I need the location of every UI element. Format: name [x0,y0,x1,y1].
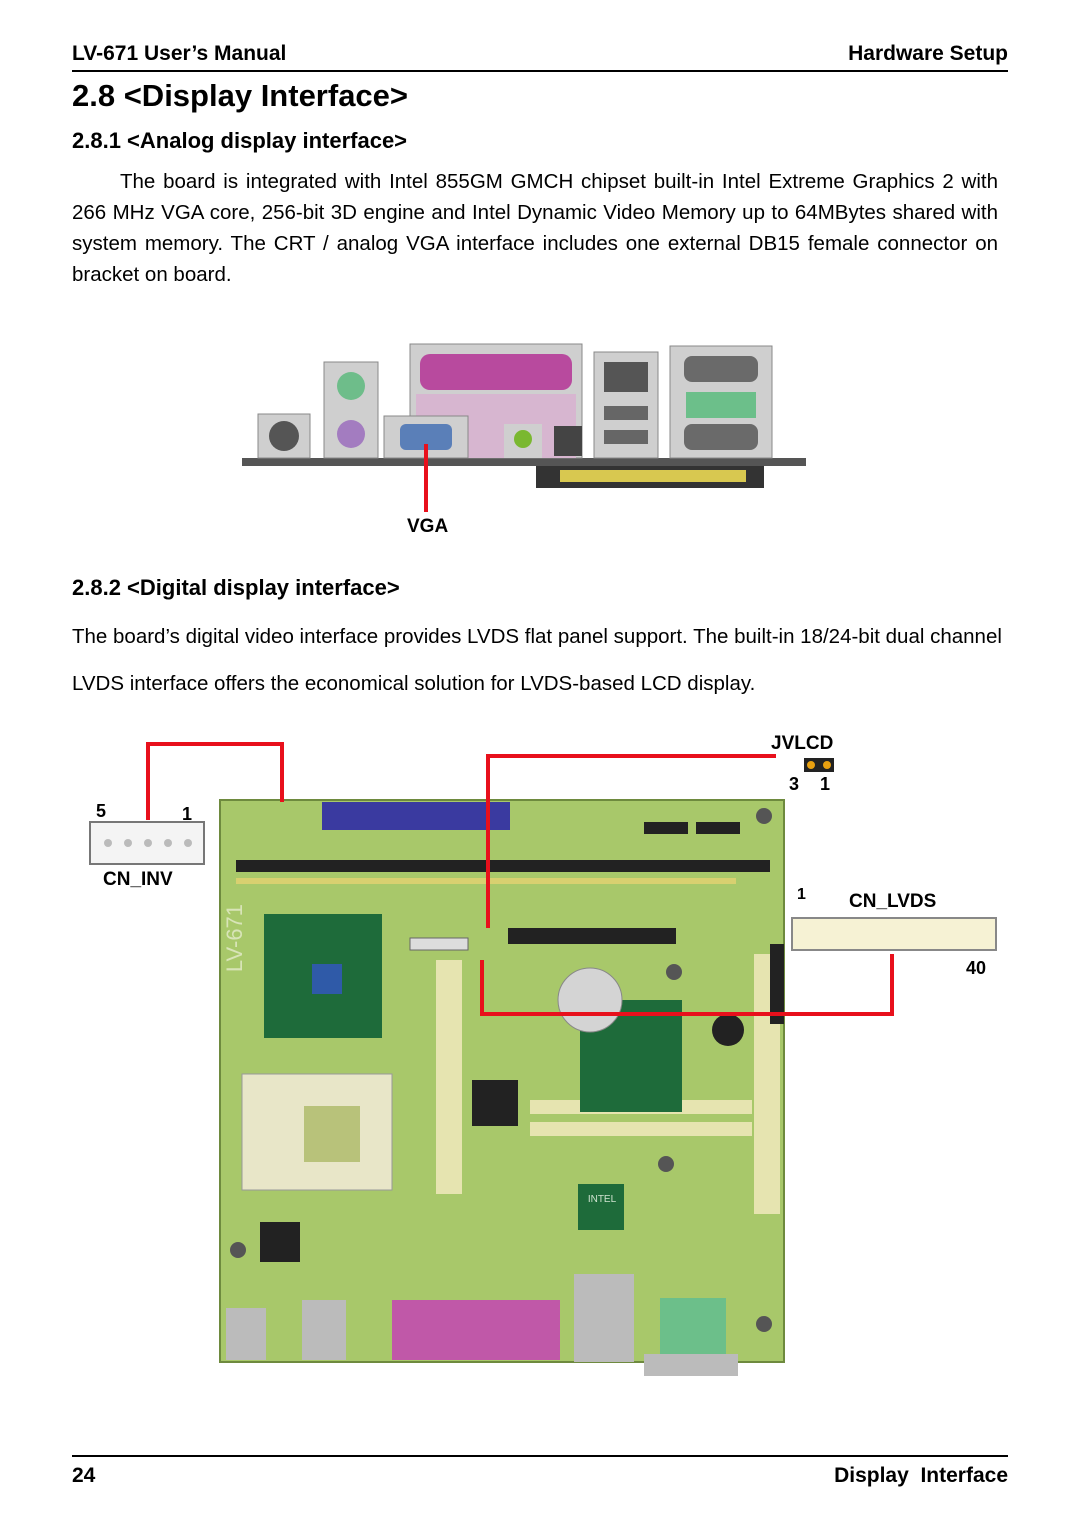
chip-marking: INTEL [587,1194,617,1205]
motherboard-figure [86,728,1002,1380]
manual-title: LV-671 User’s Manual [72,42,287,65]
page-header [72,38,1008,72]
cn-inv-label: CN_INV [103,869,173,890]
cn-lvds-pin-40: 40 [966,958,987,978]
board-marking: LV-671 [222,903,247,973]
footer-section: Display Interface [834,1464,1008,1487]
digital-subsection-title: 2.8.2 <Digital display interface> [72,575,400,600]
chapter-title: Hardware Setup [848,42,1008,65]
analog-subsection-title: 2.8.1 <Analog display interface> [72,128,408,153]
rear-io-panel-figure [240,338,810,548]
analog-paragraph: The board is integrated with Intel 855GM GMCH chipset built-in Intel Extreme Graphics 2 with 266 MHz VGA core, 256-bit 3D engine and Intel Dynamic Video Memory up to 64MBytes shared with system memory. The CRT / analog VGA interface includes one external DB15 female connector on bracket on board. [72,170,998,286]
cn-inv-pin-1: 1 [182,804,193,824]
cn-lvds-pin-1: 1 [797,886,806,903]
page-footer [72,1455,1008,1487]
jvlcd-pin-1: 1 [820,774,831,794]
jvlcd-label: JVLCD [771,733,834,754]
jvlcd-pin-3: 3 [789,774,800,794]
cn-inv-pin-5: 5 [96,801,107,821]
page-number: 24 [72,1464,96,1487]
cn-lvds-label: CN_LVDS [849,891,937,912]
digital-paragraph: The board’s digital video interface provides LVDS flat panel support. The built-in 18/24-bit dual channel LVDS interface offers the economical solution for LVDS-based LCD display. [72,625,1002,695]
vga-label: VGA [407,516,449,537]
section-title: 2.8 <Display Interface> [72,78,409,113]
